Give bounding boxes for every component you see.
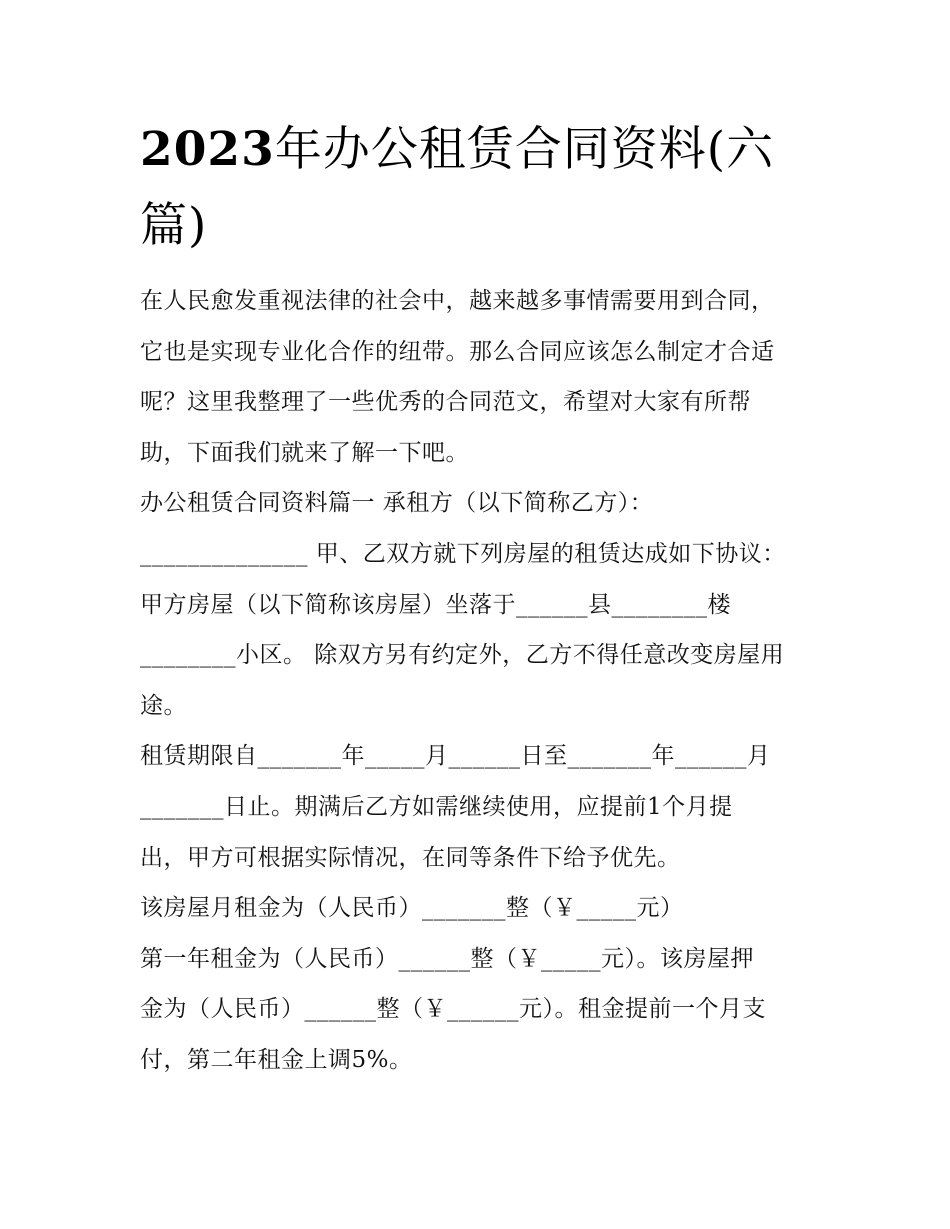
body-line: 金为（人民币）______整（￥______元）。租金提前一个月支 [140, 996, 766, 1023]
body-line: 呢？这里我整理了一些优秀的合同范文，希望对大家有所帮 [140, 389, 751, 416]
title-year: 2023 [140, 122, 275, 177]
body-line: 付，第二年租金上调5%。 [140, 1046, 413, 1073]
body-line: _______日止。期满后乙方如需继续使用，应提前1个月提 [140, 793, 733, 820]
body-line: 租赁期限自_______年_____月______日至_______年______月 [140, 743, 771, 770]
body-line: 助，下面我们就来了解一下吧。 [140, 439, 469, 466]
body-line: ______________ 甲、乙双方就下列房屋的租赁达成如下协议： [140, 540, 786, 567]
title-text-line2: 篇) [140, 198, 208, 253]
body-line: 它也是实现专业化合作的纽带。那么合同应该怎么制定才合适 [140, 338, 775, 365]
document-title [140, 112, 820, 264]
body-line: 第一年租金为（人民币）______整（￥_____元）。该房屋押 [140, 945, 754, 972]
body-line: 办公租赁合同资料篇一 承租方（以下简称乙方）： [140, 490, 654, 517]
document-body [140, 276, 812, 1086]
body-line: 途。 [140, 692, 187, 719]
body-line: 甲方房屋（以下简称该房屋）坐落于______县________楼 [140, 591, 731, 618]
title-text-line1: 年办公租赁合同资料(六 [274, 122, 775, 177]
body-line: 该房屋月租金为（人民币）_______整（￥_____元） [140, 895, 684, 922]
body-line: 出，甲方可根据实际情况，在同等条件下给予优先。 [140, 844, 681, 871]
body-line: 在人民愈发重视法律的社会中，越来越多事情需要用到合同， [140, 288, 775, 314]
body-line: ________小区。 除双方另有约定外，乙方不得任意改变房屋用 [140, 642, 785, 669]
